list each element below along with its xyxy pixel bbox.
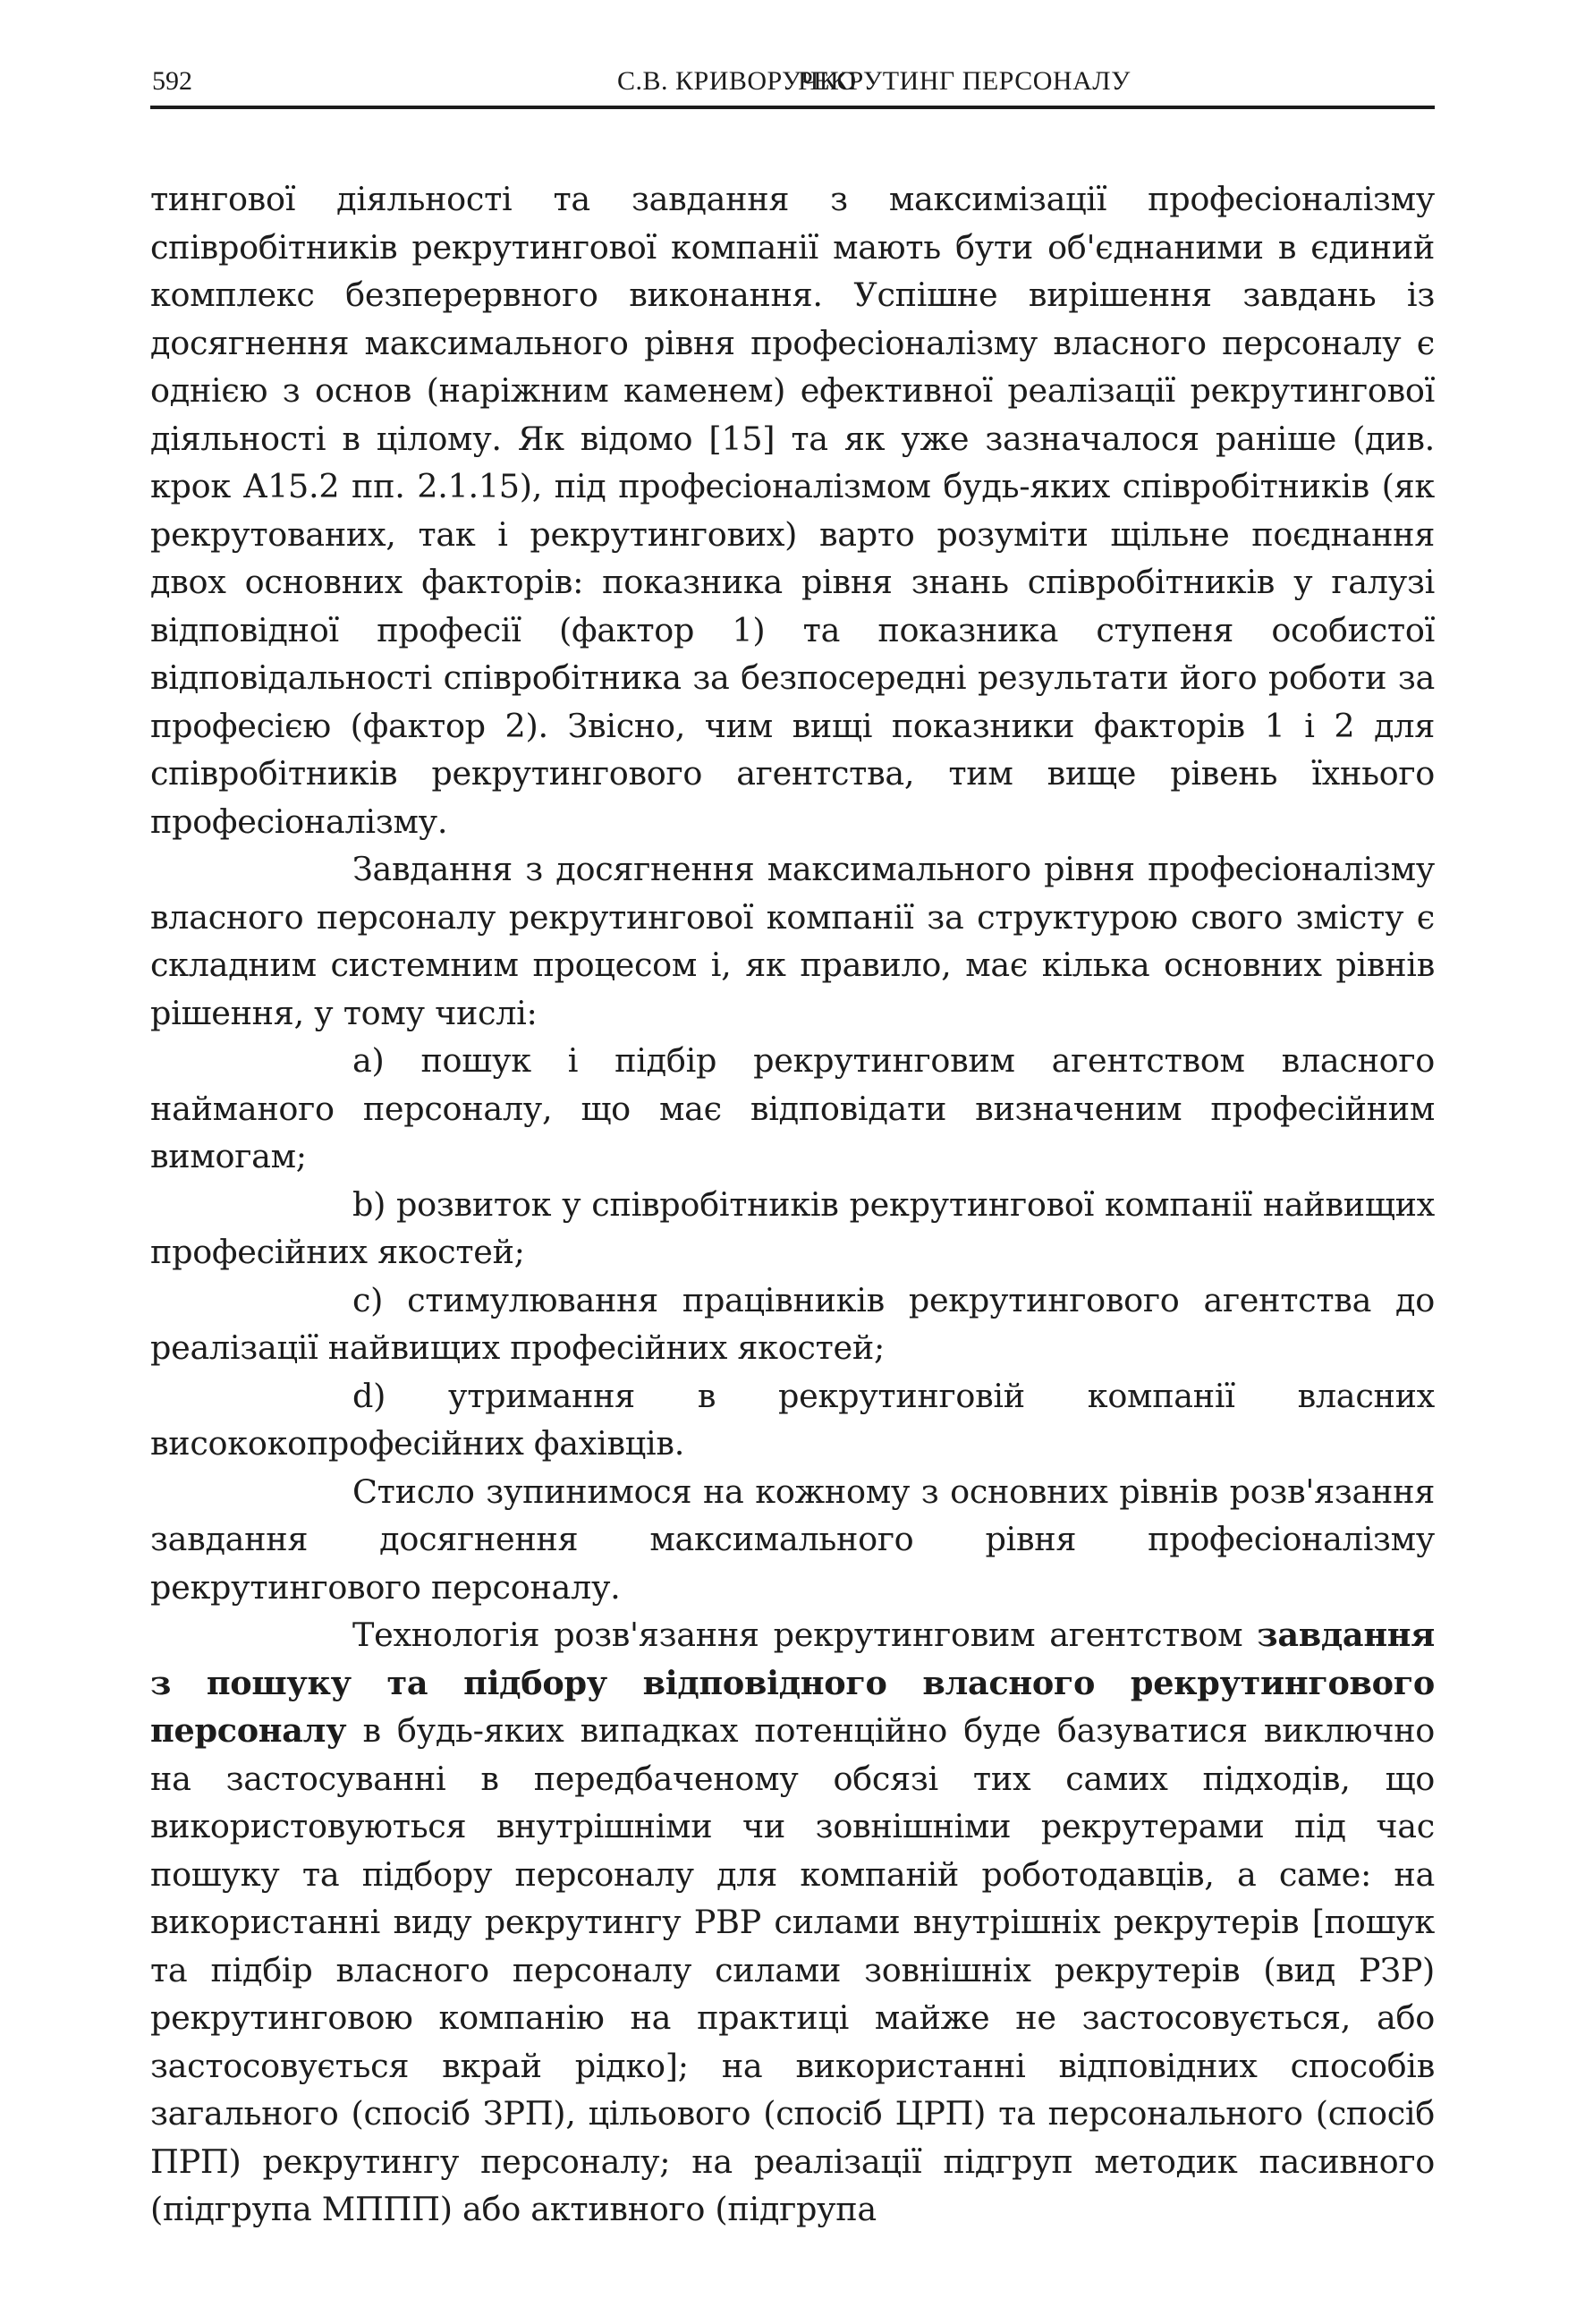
page-body (150, 175, 1435, 2234)
paragraph-task-levels: Завдання з досягнення максимального рівня професіоналізму власного персоналу рекрутингової компанії за структурою свого змісту є складним системним процесом і, як правило, має кілька основних рівнів рішення, у тому числі: (150, 850, 1435, 1032)
paragraph-technology (150, 1611, 1435, 2234)
list-item-b: b) розвиток у співробітників рекрутингової компанії найвищих професійних якостей; (150, 1184, 1435, 1271)
paragraph-technology-bold: завдання з пошуку та підбору відповідного власного рекрутингового персоналу (150, 1616, 1435, 1750)
paragraph-summary: Стисло зупинимося на кожному з основних рівнів розв'язання завдання досягнення максимального рівня професіоналізму рекрутингового персоналу. (150, 1472, 1435, 1607)
header-book-title: РЕКРУТИНГ ПЕРСОНАЛУ (798, 66, 1131, 96)
paragraph-technology-start: Технологія розв'язання рекрутинговим агентством (352, 1616, 1258, 1654)
list-item-a: a) пошук і підбір рекрутинговим агентством власного найманого персоналу, що має відповідати визначеним професійним вимогам; (150, 1041, 1435, 1175)
header-author: С.В. КРИВОРУЧКО (617, 66, 857, 96)
page-number: 592 (152, 66, 192, 96)
list-item-d: d) утримання в рекрутинговій компанії власних висококопрофесійних фахівців. (150, 1376, 1435, 1463)
paragraph-technology-rest: в будь-яких випадках потенційно буде базуватися виключно на застосуванні в передбаченому обсязі тих самих підходів, що використовуються внутрішніми чи зовнішніми рекрутерами під час пошуку та підбору персоналу для компаній роботодавців, а саме: на використанні виду рекрутингу РВР силами внутрішніх рекрутерів [пошук та підбір власного персоналу силами зовнішніх рекрутерів (вид РЗР) рекрутинговою компанію на практиці майже не застосовується, або застосовується вкрай рідко]; на використанні відповідних способів загального (спосіб ЗРП), цільового (спосіб ЦРП) та персонального (спосіб ПРП) рекрутингу персоналу; на реалізації підгруп методик пасивного (підгрупа МППП) або активного (підгрупа (150, 1711, 1435, 2228)
running-header (150, 59, 1435, 109)
list-item-c: c) стимулювання працівників рекрутингового агентства до реалізації найвищих професійних якостей; (150, 1280, 1435, 1367)
paragraph-continued: тингової діяльності та завдання з максимізації професіоналізму співробітників рекрутингової компанії мають бути об'єднаними в єдиний комплекс безперервного виконання. Успішне вирішення завдань із досягнення максимального рівня професіоналізму власного персоналу є однією з основ (наріжним каменем) ефективної реалізації рекрутингової діяльності в цілому. Як відомо [15] та як уже зазначалося раніше (див. крок А15.2 пп. 2.1.15), під професіоналізмом будь-яких співробітників (як рекрутованих, так і рекрутингових) варто розуміти щільне поєднання двох основних факторів: показника рівня знань співробітників у галузі відповідної професії (фактор 1) та показника ступеня особистої відповідальності співробітника за безпосередні результати його роботи за професією (фактор 2). Звісно, чим вищі показники факторів 1 і 2 для співробітників рекрутингового агентства, тим вище рівень їхнього професіоналізму. (150, 180, 1435, 841)
